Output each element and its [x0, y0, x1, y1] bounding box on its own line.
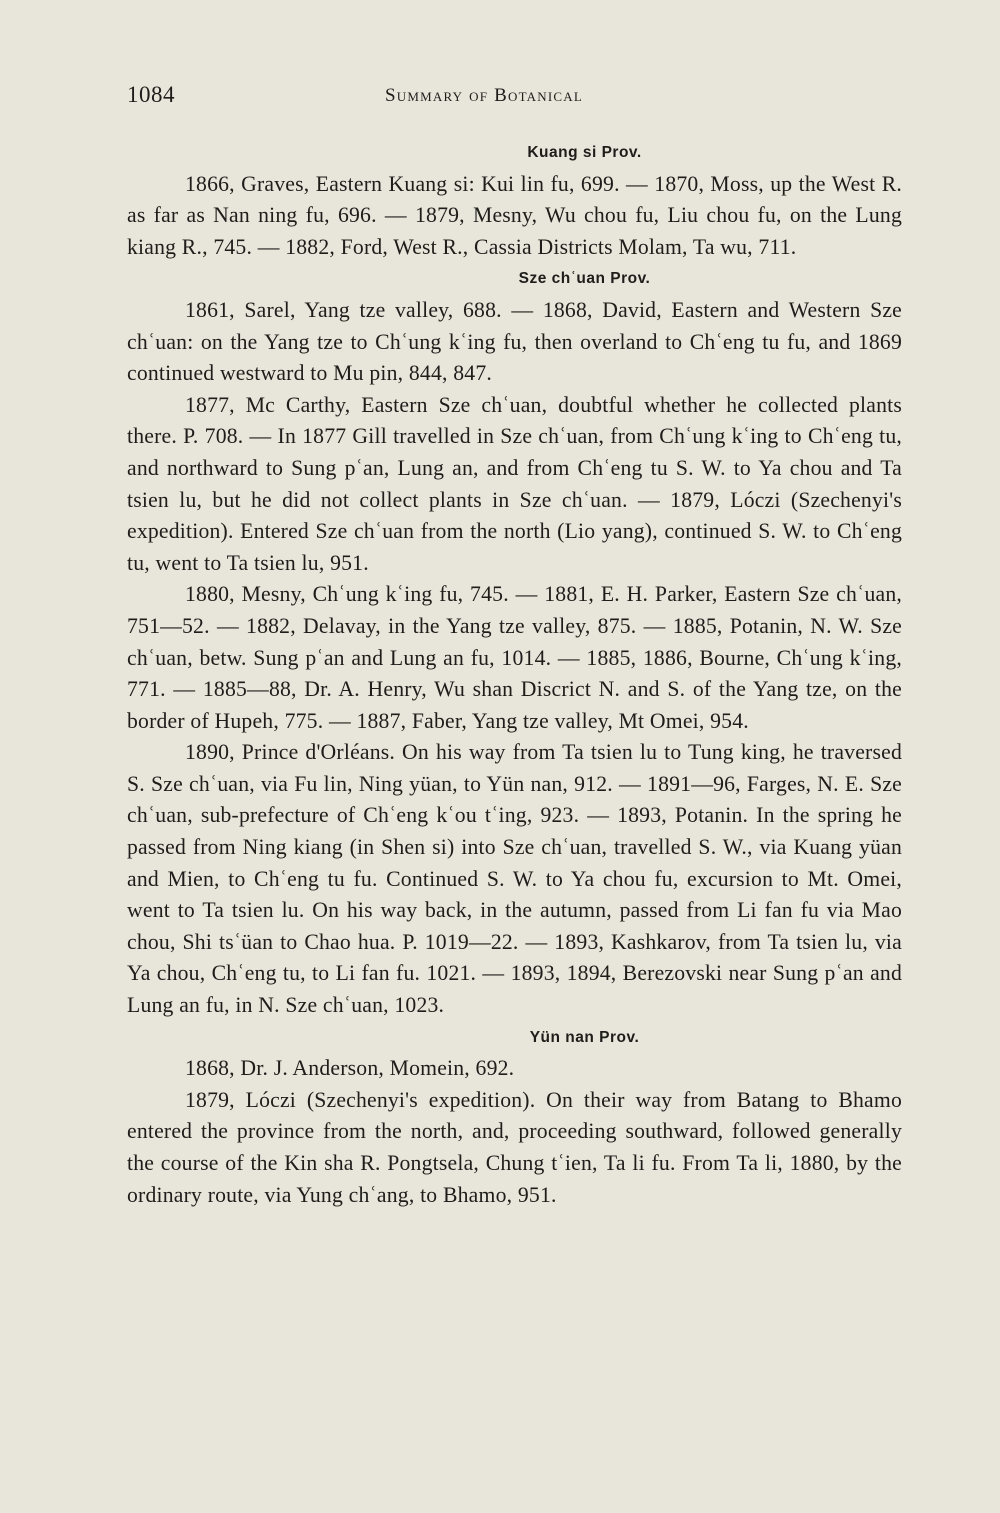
section-heading: Kuang si Prov.: [527, 144, 642, 161]
paragraph: 1890, Prince d'Orléans. On his way from Ta tsien lu to Tung king, he traversed S. Sze chʿuan, via Fu lin, Ning yüan, to Yün nan, 912. — 1891—96, Farges, N. E. Sze chʿuan, sub-prefecture of Chʿeng kʿou tʿing, 923. — 1893, Potanin. In the spring he passed from Ning kiang (in Shen si) into Sze chʿuan, travelled S. W., via Kuang yüan and Mien, to Chʿeng tu fu. Continued S. W. to Ya chou fu, excursion to Mt. Omei, went to Ta tsien lu. On his way back, in the autumn, passed from Li fan fu via Mao chou, Shi tsʿüan to Chao hua. P. 1019—22. — 1893, Kashkarov, from Ta tsien lu, via Ya chou, Chʿeng tu, to Li fan fu. 1021. — 1893, 1894, Berezovski near Sung pʿan and Lung an fu, in N. Sze chʿuan, 1023.: [127, 740, 902, 1018]
paragraph: 1880, Mesny, Chʿung kʿing fu, 745. — 1881, E. H. Parker, Eastern Sze chʿuan, 751—52. — 1882, Delavay, in the Yang tze valley, 875. — 1885, Potanin, N. W. Sze chʿuan, betw. Sung pʿan and Lung an fu, 1014. — 1885, 1886, Bourne, Chʿung kʿing, 771. — 1885—88, Dr. A. Henry, Wu shan Discrict N. and S. of the Yang tze, on the border of Hupeh, 775. — 1887, Faber, Yang tze valley, Mt Omei, 954.: [127, 582, 902, 733]
paragraph: 1866, Graves, Eastern Kuang si: Kui lin fu, 699. — 1870, Moss, up the West R. as far as Nan ning fu, 696. — 1879, Mesny, Wu chou fu, Liu chou fu, on the Lung kiang R., 745. — 1882, Ford, West R., Cassia Districts Molam, Ta wu, 711.: [127, 171, 902, 259]
page-number: 1084: [127, 82, 175, 107]
paragraph: 1861, Sarel, Yang tze valley, 688. — 1868, David, Eastern and Western Sze chʿuan: on the Yang tze to Chʿung kʿing fu, then overland to Chʿeng tu fu, and 1869 continued westward to Mu pin, 844, 847.: [127, 297, 902, 386]
section-yun-nan: [127, 1022, 902, 1212]
paragraph: 1868, Dr. J. Anderson, Momein, 692.: [185, 1056, 515, 1081]
running-head: Summary of Botanical: [385, 85, 583, 106]
section-heading: Sze chʿuan Prov.: [518, 270, 651, 288]
paragraph: 1879, Lóczi (Szechenyi's expedition). On their way from Batang to Bhamo entered the province from the north, and, proceeding southward, followed generally the course of the Kin sha R. Pongtsela, Chung tʿien, Ta li fu. From Ta li, 1880, by the ordinary route, via Yung chʿang, to Bhamo, 951.: [127, 1087, 902, 1207]
section-heading: Yün nan Prov.: [529, 1028, 640, 1046]
page-body: [127, 137, 902, 1211]
section-sze-chuan: [127, 263, 902, 1021]
paragraph: 1877, Mc Carthy, Eastern Sze chʿuan, doubtful whether he collected plants there. P. 708. — In 1877 Gill travelled in Sze chʿuan, from Chʿung kʿing to Chʿeng tu, and northward to Sung pʿan, Lung an, and from Chʿeng tu S. W. to Ya chou and Ta tsien lu, but he did not collect plants in Sze chʿuan. — 1879, Lóczi (Szechenyi's expedition). Entered Sze chʿuan from the north (Lio yang), continued S. W. to Chʿeng tu, went to Ta tsien lu, 951.: [127, 392, 902, 575]
section-kuang-si: [127, 137, 902, 263]
page-header: [127, 82, 902, 116]
